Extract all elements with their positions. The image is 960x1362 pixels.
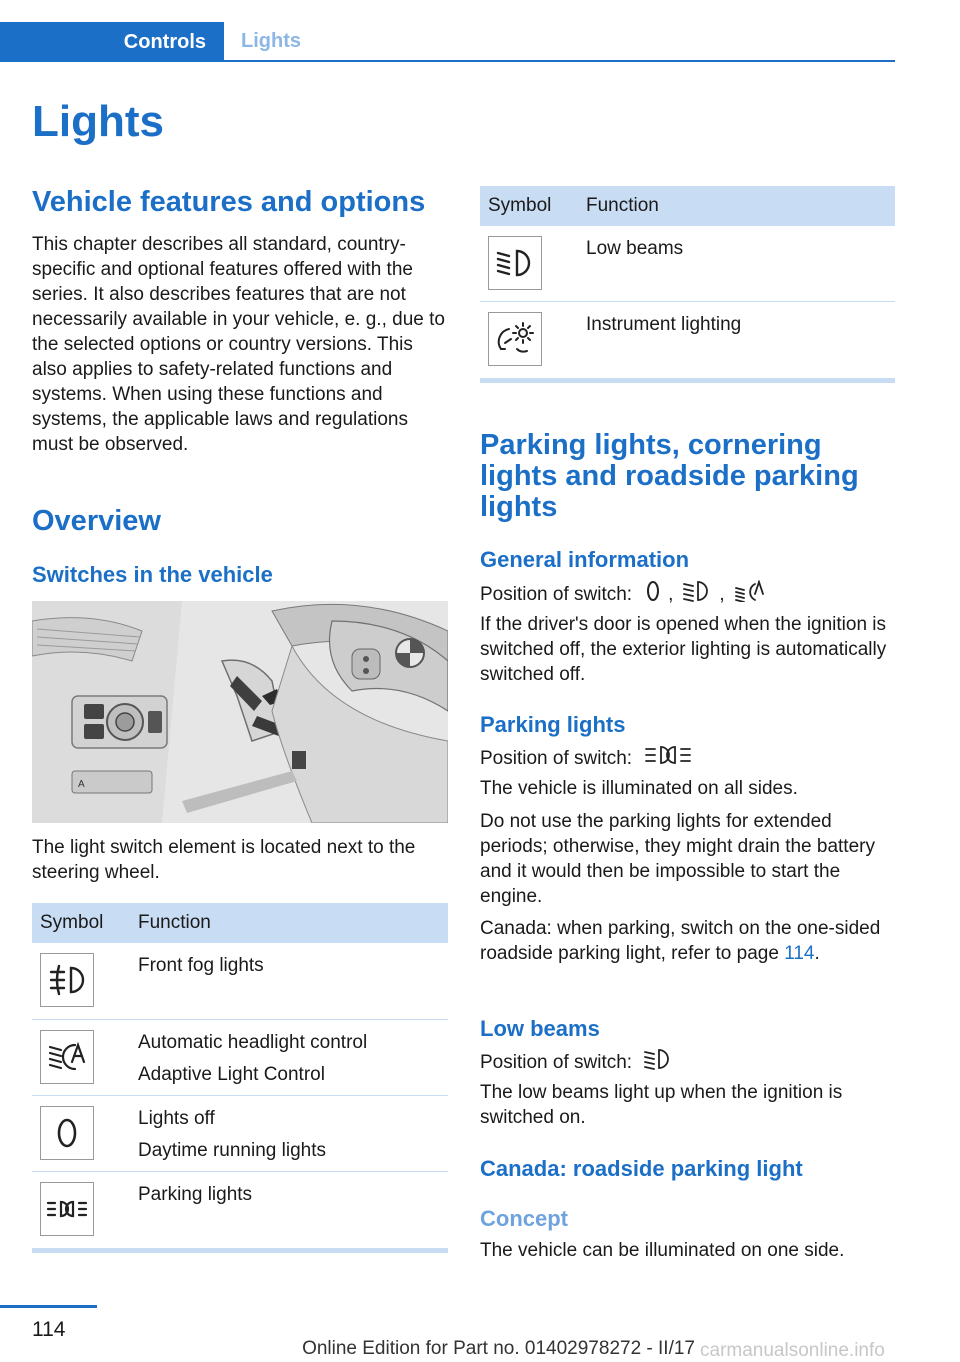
- low-beams-paragraph: The low beams light up when the ignition is switched on.: [480, 1082, 843, 1128]
- switch-label: Position of switch:: [480, 584, 633, 605]
- separator: ,: [719, 584, 725, 605]
- separator: ,: [668, 584, 674, 605]
- function-text: Automatic headlight control: [138, 1032, 368, 1053]
- table-rule: [32, 1248, 448, 1253]
- dashboard-illustration: [32, 601, 448, 823]
- parking-lights-icon: [40, 1182, 94, 1236]
- parking-paragraph-2: Do not use the parking lights for extended periods; otherwise, they might drain the battery and it would then be impossible to start the engine.: [480, 811, 875, 907]
- photo-caption: The light switch element is located next to the steering wheel.: [32, 837, 416, 883]
- table-row: [32, 1020, 448, 1096]
- function-text: Adaptive Light Control: [138, 1064, 325, 1085]
- col-function: Function: [586, 195, 659, 216]
- heading-vehicle-features: Vehicle features and options: [32, 186, 426, 218]
- function-text: Parking lights: [138, 1184, 253, 1205]
- heading-parking-cornering: Parking lights, cornering lights and roadside parking lights: [480, 429, 859, 523]
- low-switch-line: [480, 1048, 895, 1077]
- general-paragraph: If the driver's door is opened when the ignition is switched off, the exterior lighting is automatically switched off.: [480, 614, 887, 685]
- table-header: [32, 903, 448, 943]
- table-rule: [480, 378, 895, 383]
- chapter-header: [0, 22, 895, 62]
- front-fog-lights-icon: [40, 953, 94, 1007]
- switch-label: Position of switch:: [480, 748, 633, 769]
- parking-switch-line: [480, 744, 895, 773]
- parking-paragraph-1: The vehicle is illuminated on all sides.: [480, 778, 798, 799]
- parking-paragraph-3-end: .: [814, 943, 820, 964]
- general-switch-line: [480, 580, 895, 609]
- page-link[interactable]: 114: [784, 943, 815, 964]
- parking-lights-icon: [644, 744, 692, 773]
- intro-paragraph: This chapter describes all standard, country-specific and optional features offered with the series. It also describes features that are not necessarily available in your vehicle, e. g., due to the selected options or country versions. This also applies to safety-related functions and systems. When using these functions and systems, the applicable laws and regulations must be observed.: [32, 234, 445, 455]
- low-beams-icon: [488, 236, 542, 290]
- function-text: Instrument lighting: [586, 314, 742, 335]
- low-beams-icon: [683, 580, 711, 609]
- switch-label: Position of switch:: [480, 1052, 633, 1073]
- dashboard-photo: [32, 601, 448, 823]
- edition-text: Online Edition for Part no. 01402978272 - II/17: [302, 1338, 695, 1359]
- table-row: [32, 943, 448, 1020]
- lights-off-icon: [40, 1106, 94, 1160]
- function-text: Front fog lights: [138, 955, 264, 976]
- table-row: [32, 1096, 448, 1172]
- heading-canada-roadside: Canada: roadside parking light: [480, 1156, 803, 1181]
- watermark: carmanualsonline.info: [700, 1340, 885, 1361]
- instrument-lighting-icon: [488, 312, 542, 366]
- col-function: Function: [138, 912, 211, 933]
- heading-low-beams: Low beams: [480, 1016, 600, 1041]
- heading-general-info: General information: [480, 547, 690, 572]
- low-beams-icon: [644, 1048, 672, 1077]
- function-text: Lights off: [138, 1108, 215, 1129]
- button-label: A: [78, 779, 85, 790]
- right-symbol-table: [480, 186, 895, 383]
- heading-concept: Concept: [480, 1206, 568, 1231]
- table-row: [480, 302, 895, 378]
- header-rule: [0, 60, 895, 62]
- page-number: 114: [32, 1318, 66, 1341]
- tab-controls[interactable]: Controls: [0, 22, 224, 62]
- col-symbol: Symbol: [488, 195, 552, 216]
- table-row: [32, 1172, 448, 1248]
- col-symbol: Symbol: [40, 912, 104, 933]
- table-row: [480, 226, 895, 302]
- parking-paragraph-3: [480, 916, 895, 966]
- heading-overview: Overview: [32, 505, 161, 537]
- auto-headlight-icon: [40, 1030, 94, 1084]
- function-text: Low beams: [586, 238, 684, 259]
- table-header: [480, 186, 895, 226]
- tab-lights[interactable]: Lights: [241, 29, 301, 52]
- page-title: Lights: [32, 97, 164, 146]
- parking-paragraph-3-text: Canada: when parking, switch on the one-sided roadside parking light, refer to page: [480, 918, 881, 964]
- concept-paragraph: The vehicle can be illuminated on one side.: [480, 1240, 845, 1261]
- function-text: Daytime running lights: [138, 1140, 326, 1161]
- heading-switches: Switches in the vehicle: [32, 562, 273, 587]
- footer-rule: [0, 1305, 97, 1308]
- left-symbol-table: [32, 903, 448, 1253]
- lights-off-icon: [646, 580, 660, 609]
- heading-parking-lights: Parking lights: [480, 712, 626, 737]
- auto-headlight-icon: [735, 580, 765, 609]
